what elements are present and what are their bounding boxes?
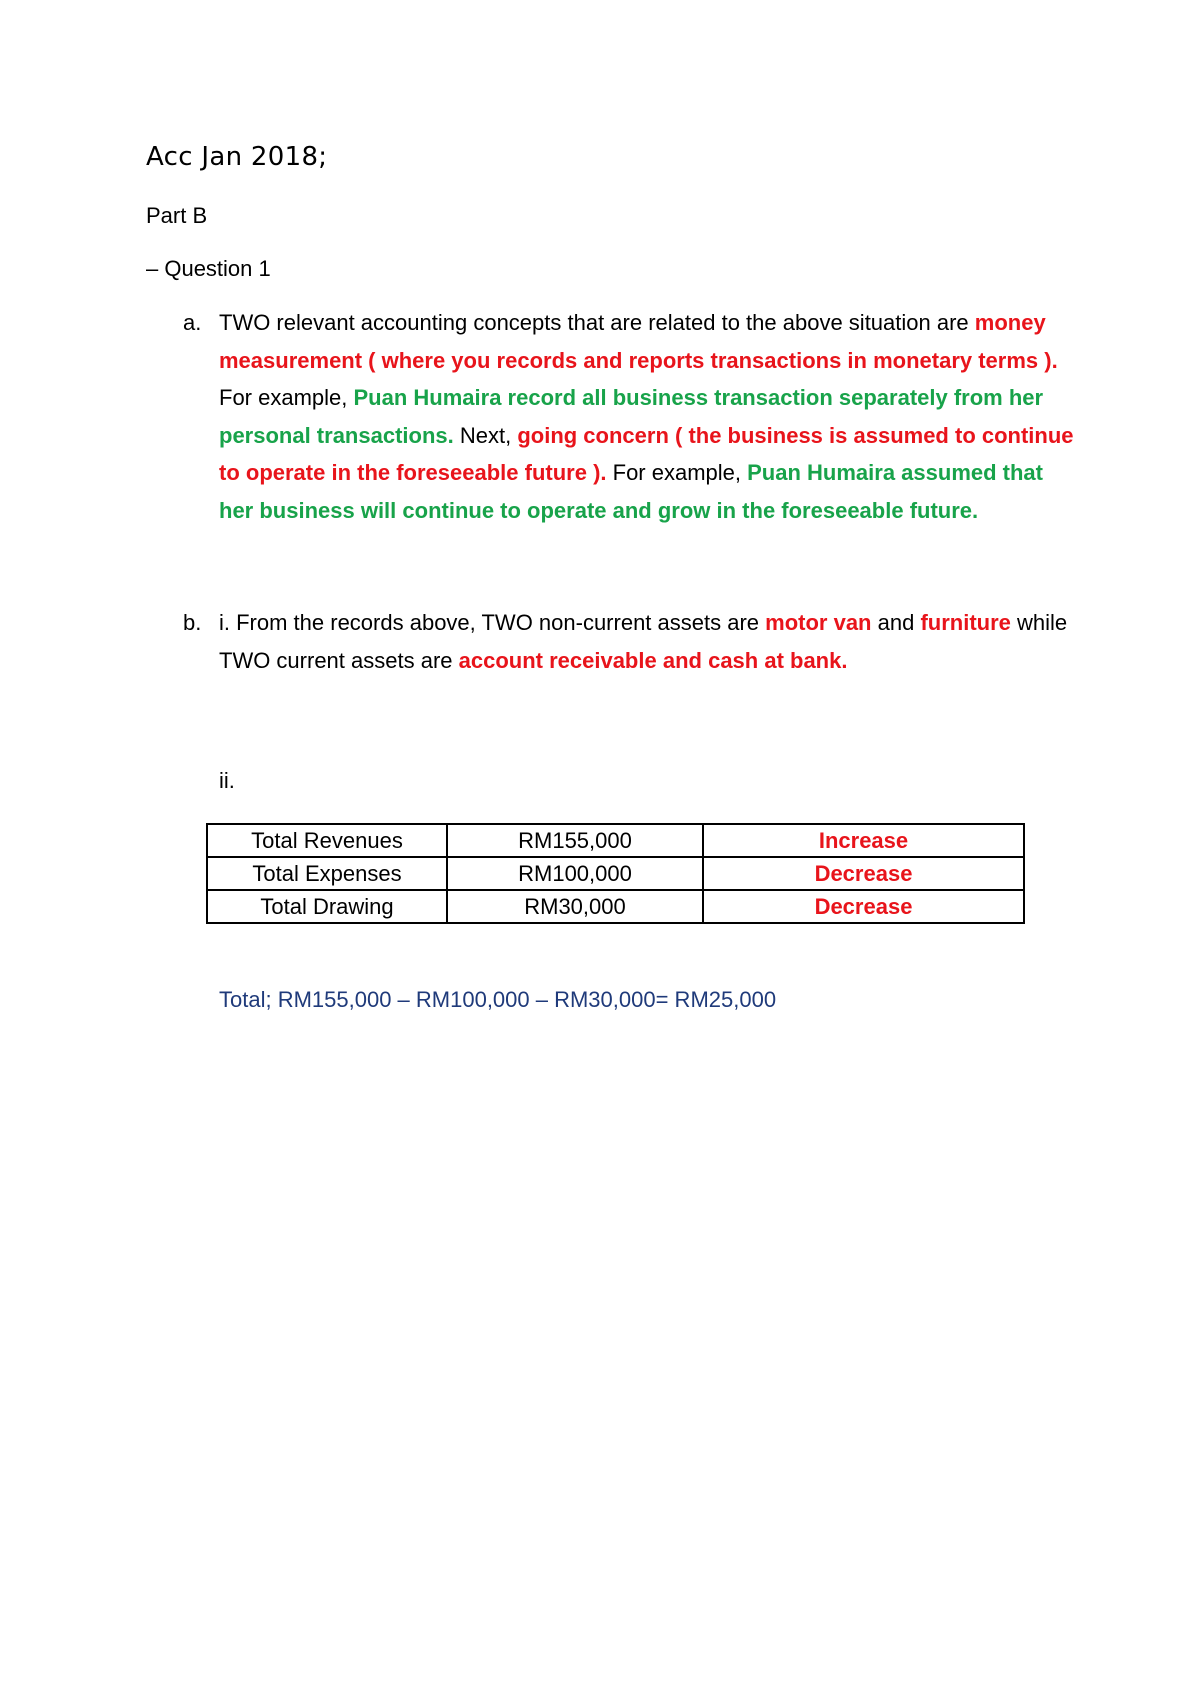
item-b-text-4: and	[656, 647, 709, 673]
asset-furniture: furniture	[920, 610, 1011, 635]
item-a-text	[219, 304, 1079, 529]
asset-account-receivable: account receivable	[458, 647, 657, 673]
item-b-text	[219, 604, 1079, 679]
item-a-marker: a.	[183, 310, 202, 335]
total-calculation: Total; RM155,000 – RM100,000 – RM30,000= RM25,000	[219, 987, 777, 1012]
answer-item-b	[183, 604, 1083, 679]
asset-motor-van: motor van	[765, 610, 872, 635]
item-b-text-3: while TWO current assets are	[219, 610, 1068, 673]
table-cell-effect: Increase	[703, 824, 1024, 857]
table-row	[207, 824, 1024, 857]
answer-item-a	[183, 304, 1083, 529]
next-text: Next,	[453, 422, 518, 448]
example-money-measurement: Puan Humaira record all business transaction separately from her personal transactions.	[219, 385, 1044, 448]
item-b-text-2: and	[871, 610, 921, 635]
table-row	[207, 890, 1024, 923]
part-heading: Part B	[146, 203, 208, 228]
concept-money-measurement: money measurement ( where you records and reports transactions in monetary terms ).	[219, 310, 1058, 373]
item-a-intro: TWO relevant accounting concepts that are related to the above situation are	[219, 310, 975, 335]
concept-going-concern: going concern ( the business is assumed to continue to operate in the foreseeable future ).	[219, 422, 1074, 485]
asset-cash-at-bank: cash at bank.	[708, 647, 848, 673]
table-cell-item: Total Revenues	[207, 824, 447, 857]
sub-item-ii-marker: ii.	[219, 768, 235, 793]
effects-table	[206, 823, 1025, 924]
example-lead-2: For example,	[606, 460, 748, 485]
item-b-text-1: i. From the records above, TWO non-current assets are	[219, 610, 766, 635]
table-cell-item: Total Drawing	[207, 890, 447, 923]
table-cell-effect: Decrease	[703, 857, 1024, 890]
item-b-marker: b.	[183, 610, 202, 635]
example-lead-1: For example,	[219, 385, 354, 410]
table-row	[207, 857, 1024, 890]
table-cell-amount: RM30,000	[447, 890, 703, 923]
table-cell-amount: RM100,000	[447, 857, 703, 890]
document-title: Acc Jan 2018;	[146, 142, 328, 172]
example-going-concern: Puan Humaira assumed that her business will continue to operate and grow in the foreseeable future.	[219, 460, 1043, 523]
table-cell-amount: RM155,000	[447, 824, 703, 857]
question-heading: – Question 1	[146, 256, 271, 281]
table-cell-effect: Decrease	[703, 890, 1024, 923]
table-cell-item: Total Expenses	[207, 857, 447, 890]
